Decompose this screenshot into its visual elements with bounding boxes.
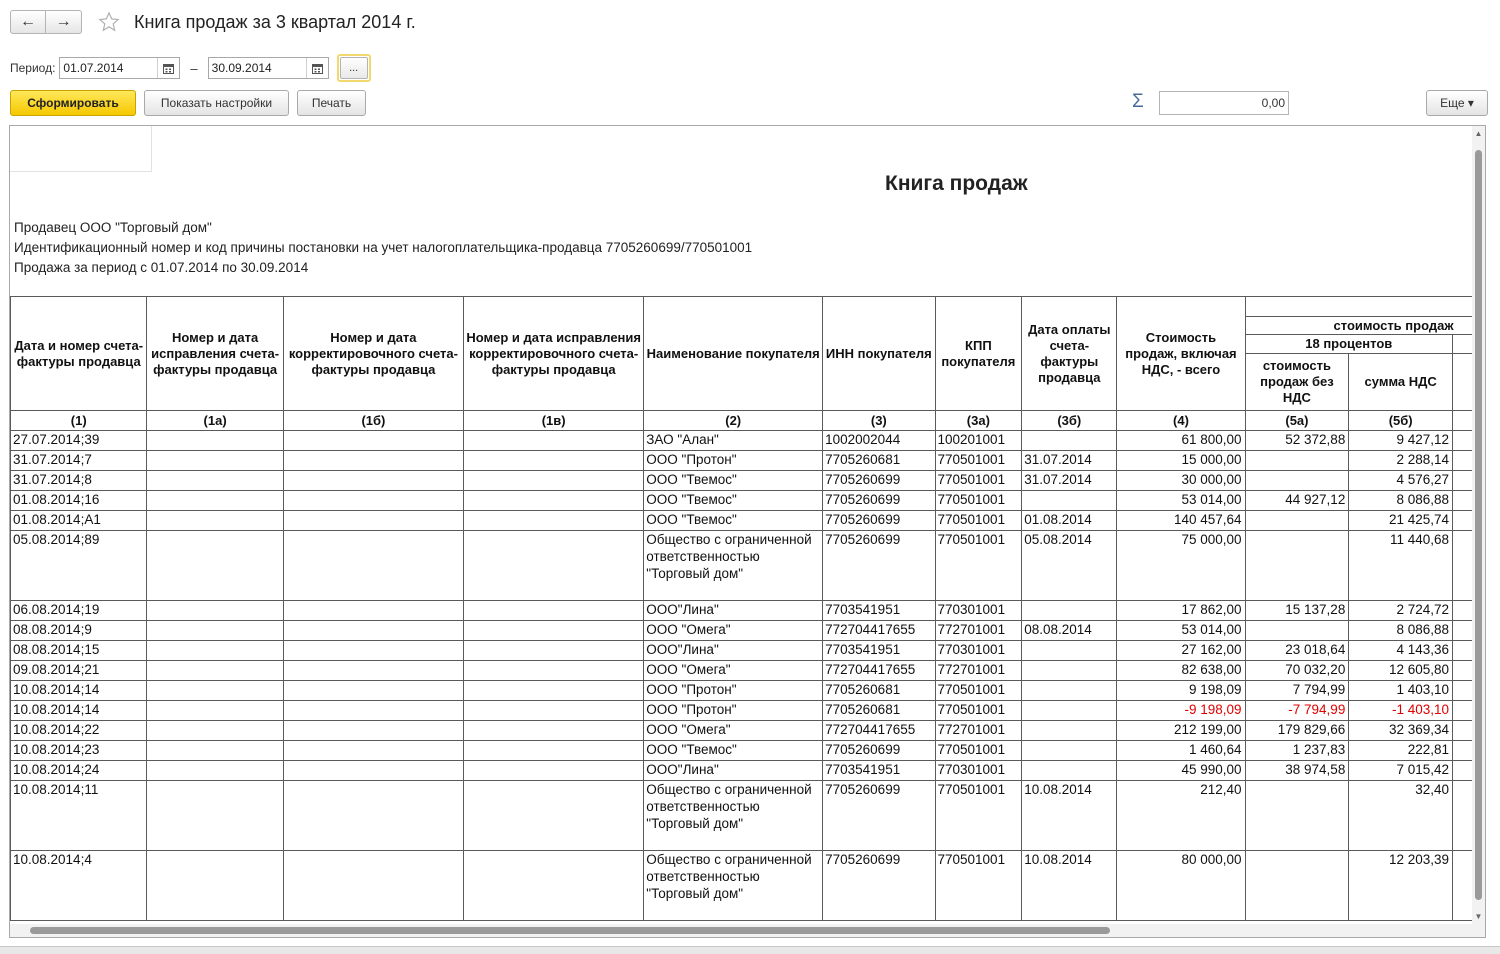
cell-c2[interactable]: ООО"Лина": [644, 761, 823, 781]
cell-empty[interactable]: [147, 511, 283, 531]
cell-empty[interactable]: [464, 781, 644, 851]
cell-empty[interactable]: [464, 621, 644, 641]
cell-c5b[interactable]: 8 086,88: [1349, 621, 1453, 641]
vertical-scroll-thumb[interactable]: [1475, 150, 1482, 900]
cell-c3b[interactable]: [1022, 741, 1117, 761]
status-strip: [0, 946, 1500, 954]
column-number: (5а): [1245, 411, 1349, 431]
cell-c2[interactable]: Общество с ограниченной ответственностью "Торговый дом": [644, 851, 823, 921]
cell-c2[interactable]: ООО "Протон": [644, 681, 823, 701]
cell-c5a[interactable]: [1245, 451, 1349, 471]
cell-c2[interactable]: ООО"Лина": [644, 601, 823, 621]
cell-c5a[interactable]: 23 018,64: [1245, 641, 1349, 661]
cell-empty[interactable]: [283, 491, 463, 511]
back-button[interactable]: [10, 10, 46, 34]
period-dash: –: [190, 60, 198, 76]
cell-empty[interactable]: [464, 661, 644, 681]
cell-c5b[interactable]: 11 440,68: [1349, 531, 1453, 601]
cell-c3a[interactable]: 770501001: [935, 851, 1022, 921]
cell-empty[interactable]: [464, 721, 644, 741]
cell-c3b[interactable]: 10.08.2014: [1022, 781, 1117, 851]
header-c2: Наименование покупателя: [644, 297, 823, 411]
period-select-label: ...: [340, 57, 368, 79]
scroll-up-icon[interactable]: ▲: [1474, 129, 1483, 138]
cell-empty[interactable]: [464, 451, 644, 471]
cell-empty[interactable]: [147, 531, 283, 601]
cell-c5a[interactable]: [1245, 851, 1349, 921]
cell-c1[interactable]: 27.07.2014;39: [11, 431, 147, 451]
cell-c2[interactable]: Общество с ограниченной ответственностью "Торговый дом": [644, 781, 823, 851]
cell-c4[interactable]: 9 198,09: [1117, 681, 1245, 701]
cell-c4[interactable]: 15 000,00: [1117, 451, 1245, 471]
cell-c1[interactable]: 10.08.2014;14: [11, 681, 147, 701]
cell-c3b[interactable]: 05.08.2014: [1022, 531, 1117, 601]
cell-empty[interactable]: [147, 701, 283, 721]
cell-c4[interactable]: 75 000,00: [1117, 531, 1245, 601]
cell-c3[interactable]: 7703541951: [823, 641, 935, 661]
cell-empty[interactable]: [283, 761, 463, 781]
cell-c5b[interactable]: 1 403,10: [1349, 681, 1453, 701]
cell-empty[interactable]: [147, 851, 283, 921]
vertical-scrollbar[interactable]: [1472, 126, 1485, 937]
logo-cell: [10, 126, 152, 172]
cell-c4[interactable]: 1 460,64: [1117, 741, 1245, 761]
table-row[interactable]: [11, 761, 1473, 781]
period-row: [10, 55, 371, 81]
cell-c3a[interactable]: 100201001: [935, 431, 1022, 451]
cell-c5a[interactable]: 15 137,28: [1245, 601, 1349, 621]
cell-c5b[interactable]: 12 203,39: [1349, 851, 1453, 921]
cell-empty[interactable]: [464, 761, 644, 781]
cell-empty[interactable]: [283, 641, 463, 661]
column-number: (2): [644, 411, 823, 431]
cell-c3[interactable]: 7705260699: [823, 471, 935, 491]
cell-c4[interactable]: 45 990,00: [1117, 761, 1245, 781]
cell-empty[interactable]: [283, 431, 463, 451]
cell-c3b[interactable]: [1022, 761, 1117, 781]
cell-c3b[interactable]: 31.07.2014: [1022, 451, 1117, 471]
cell-c3[interactable]: 7705260699: [823, 511, 935, 531]
cell-empty[interactable]: [147, 761, 283, 781]
cell-c3a[interactable]: 770301001: [935, 641, 1022, 661]
table-row[interactable]: [11, 431, 1473, 451]
header-c3a: КПП покупателя: [935, 297, 1022, 411]
cell-c3a[interactable]: 772701001: [935, 721, 1022, 741]
header-c3: ИНН покупателя: [823, 297, 935, 411]
cell-c3a[interactable]: 770501001: [935, 471, 1022, 491]
cell-c1[interactable]: 31.07.2014;8: [11, 471, 147, 491]
more-button[interactable]: Еще ▾: [1426, 90, 1488, 116]
cell-c3b[interactable]: [1022, 681, 1117, 701]
cell-empty[interactable]: [283, 701, 463, 721]
table-row[interactable]: [11, 491, 1473, 511]
cell-empty[interactable]: [283, 851, 463, 921]
cell-c2[interactable]: ООО"Лина": [644, 641, 823, 661]
table-row[interactable]: [11, 621, 1473, 641]
cell-c4[interactable]: 140 457,64: [1117, 511, 1245, 531]
column-number: (1а): [147, 411, 283, 431]
cell-empty[interactable]: [147, 491, 283, 511]
cell-c3a[interactable]: 770501001: [935, 531, 1022, 601]
seller-line: Продавец ООО "Торговый дом": [14, 220, 212, 235]
table-row[interactable]: [11, 641, 1473, 661]
cell-c1[interactable]: 01.08.2014;А1: [11, 511, 147, 531]
sum-field[interactable]: 0,00: [1159, 91, 1289, 115]
cell-empty[interactable]: [147, 601, 283, 621]
cell-empty[interactable]: [464, 701, 644, 721]
cell-c2[interactable]: ООО "Твемос": [644, 741, 823, 761]
table-row[interactable]: [11, 451, 1473, 471]
arrow-right-icon: →: [55, 13, 72, 30]
cell-c5a[interactable]: 179 829,66: [1245, 721, 1349, 741]
cell-c5a[interactable]: -7 794,99: [1245, 701, 1349, 721]
cell-c2[interactable]: ООО "Твемос": [644, 471, 823, 491]
cell-empty[interactable]: [464, 471, 644, 491]
cell-c1[interactable]: 10.08.2014;23: [11, 741, 147, 761]
cell-c3[interactable]: 7705260699: [823, 491, 935, 511]
cell-c5a[interactable]: [1245, 531, 1349, 601]
period-to-field[interactable]: [208, 57, 329, 79]
cell-c1[interactable]: 08.08.2014;9: [11, 621, 147, 641]
favorite-star-icon[interactable]: [98, 11, 120, 33]
cell-c1[interactable]: 01.08.2014;16: [11, 491, 147, 511]
cell-c4[interactable]: 61 800,00: [1117, 431, 1245, 451]
cell-c4[interactable]: 82 638,00: [1117, 661, 1245, 681]
cell-empty[interactable]: [464, 531, 644, 601]
table-row[interactable]: [11, 601, 1473, 621]
cell-c1[interactable]: 31.07.2014;7: [11, 451, 147, 471]
cell-c1[interactable]: 06.08.2014;19: [11, 601, 147, 621]
cell-c5a[interactable]: [1245, 471, 1349, 491]
period-select-button[interactable]: [337, 54, 371, 82]
table-row[interactable]: [11, 701, 1473, 721]
cell-c5b[interactable]: 32,40: [1349, 781, 1453, 851]
cell-c3[interactable]: 7705260699: [823, 741, 935, 761]
table-row[interactable]: [11, 511, 1473, 531]
column-number-row: [11, 411, 1473, 431]
table-row[interactable]: [11, 471, 1473, 491]
cell-c3[interactable]: 7705260681: [823, 701, 935, 721]
header-group: стоимость продаж: [1245, 317, 1472, 335]
cell-empty[interactable]: [147, 781, 283, 851]
cell-c5b[interactable]: 7 015,42: [1349, 761, 1453, 781]
cell-c5a[interactable]: [1245, 511, 1349, 531]
cell-empty[interactable]: [147, 431, 283, 451]
sigma-icon: Σ: [1132, 91, 1144, 112]
cell-empty[interactable]: [283, 531, 463, 601]
toolbar: [10, 90, 1488, 116]
cell-c5a[interactable]: 70 032,20: [1245, 661, 1349, 681]
cell-c3b[interactable]: [1022, 431, 1117, 451]
cell-c3b[interactable]: [1022, 491, 1117, 511]
sales-table: [10, 296, 1473, 921]
cell-c3a[interactable]: 770501001: [935, 701, 1022, 721]
generate-button[interactable]: Сформировать: [10, 90, 136, 116]
cell-c3b[interactable]: [1022, 661, 1117, 681]
cell-c2[interactable]: ЗАО "Алан": [644, 431, 823, 451]
cell-c3[interactable]: 7703541951: [823, 601, 935, 621]
cell-c3b[interactable]: [1022, 701, 1117, 721]
cell-c4[interactable]: -9 198,09: [1117, 701, 1245, 721]
print-button[interactable]: Печать: [297, 90, 366, 116]
header-18: 18 процентов: [1245, 335, 1452, 354]
table-row[interactable]: [11, 531, 1473, 601]
cell-empty[interactable]: [283, 601, 463, 621]
cell-empty[interactable]: [283, 621, 463, 641]
cell-c5a[interactable]: 44 927,12: [1245, 491, 1349, 511]
title-bar: [10, 8, 416, 36]
cell-empty[interactable]: [283, 451, 463, 471]
cell-c5a[interactable]: [1245, 621, 1349, 641]
cell-c1[interactable]: 09.08.2014;21: [11, 661, 147, 681]
table-row[interactable]: [11, 681, 1473, 701]
column-number: (1б): [283, 411, 463, 431]
cell-c1[interactable]: 05.08.2014;89: [11, 531, 147, 601]
cell-c5b[interactable]: 2 288,14: [1349, 451, 1453, 471]
horizontal-scroll-thumb[interactable]: [30, 927, 1110, 934]
cell-empty[interactable]: [464, 601, 644, 621]
cell-empty[interactable]: [283, 781, 463, 851]
cell-c3[interactable]: 7703541951: [823, 761, 935, 781]
calendar-icon[interactable]: [306, 58, 328, 78]
table-row[interactable]: [11, 781, 1473, 851]
cell-c3[interactable]: 772704417655: [823, 621, 935, 641]
horizontal-scrollbar[interactable]: [10, 924, 1473, 937]
arrow-left-icon: ←: [20, 13, 36, 30]
header-c3b: Дата оплаты счета-фактуры продавца: [1022, 297, 1117, 411]
cell-c1[interactable]: 08.08.2014;15: [11, 641, 147, 661]
cell-empty[interactable]: [283, 741, 463, 761]
cell-empty[interactable]: [283, 471, 463, 491]
period-to-value[interactable]: 30.09.2014: [211, 61, 272, 75]
column-number: (4): [1117, 411, 1245, 431]
cell-c2[interactable]: ООО "Омега": [644, 661, 823, 681]
cell-empty[interactable]: [464, 431, 644, 451]
column-number: (1): [11, 411, 147, 431]
sales-table-wrap: [10, 296, 1473, 936]
column-number: (1в): [464, 411, 644, 431]
cell-c3b[interactable]: 01.08.2014: [1022, 511, 1117, 531]
cell-c3[interactable]: 1002002044: [823, 431, 935, 451]
cell-c2[interactable]: ООО "Омега": [644, 721, 823, 741]
cell-empty[interactable]: [147, 451, 283, 471]
column-number: (5б): [1349, 411, 1453, 431]
cell-c5b[interactable]: 12 605,80: [1349, 661, 1453, 681]
cell-empty[interactable]: [283, 681, 463, 701]
cell-c5b[interactable]: 4 576,27: [1349, 471, 1453, 491]
cell-c5a[interactable]: [1245, 781, 1349, 851]
header-c1a: Номер и дата исправления счета-фактуры продавца: [147, 297, 283, 411]
cell-c5a[interactable]: 7 794,99: [1245, 681, 1349, 701]
table-row[interactable]: [11, 661, 1473, 681]
header-c1v: Номер и дата исправления корректировочного счета-фактуры продавца: [464, 297, 644, 411]
cell-c2[interactable]: ООО "Твемос": [644, 491, 823, 511]
cell-c4[interactable]: 53 014,00: [1117, 621, 1245, 641]
cell-c3[interactable]: 7705260699: [823, 781, 935, 851]
cell-empty[interactable]: [464, 641, 644, 661]
cell-c1[interactable]: 10.08.2014;24: [11, 761, 147, 781]
cell-c3[interactable]: 772704417655: [823, 721, 935, 741]
header-c5b: сумма НДС: [1349, 354, 1453, 411]
period-label: Период:: [10, 61, 56, 75]
cell-c3a[interactable]: 772701001: [935, 621, 1022, 641]
cell-c3a[interactable]: 770501001: [935, 741, 1022, 761]
cell-empty[interactable]: [283, 661, 463, 681]
cell-c1[interactable]: 10.08.2014;11: [11, 781, 147, 851]
table-row[interactable]: [11, 721, 1473, 741]
cell-empty[interactable]: [147, 721, 283, 741]
cell-c2[interactable]: ООО "Протон": [644, 701, 823, 721]
cell-c3a[interactable]: 772701001: [935, 661, 1022, 681]
cell-c5b[interactable]: 2 724,72: [1349, 601, 1453, 621]
scroll-down-icon[interactable]: ▼: [1474, 912, 1483, 921]
period-from-value[interactable]: 01.07.2014: [63, 61, 124, 75]
cell-c2[interactable]: ООО "Твемос": [644, 511, 823, 531]
cell-c3[interactable]: 7705260681: [823, 451, 935, 471]
cell-c3[interactable]: 7705260681: [823, 681, 935, 701]
cell-c4[interactable]: 212,40: [1117, 781, 1245, 851]
cell-c3b[interactable]: [1022, 641, 1117, 661]
period-line: Продажа за период с 01.07.2014 по 30.09.2014: [14, 260, 309, 275]
cell-c1[interactable]: 10.08.2014;14: [11, 701, 147, 721]
cell-empty[interactable]: [147, 641, 283, 661]
cell-c4[interactable]: 27 162,00: [1117, 641, 1245, 661]
cell-c5a[interactable]: 38 974,58: [1245, 761, 1349, 781]
header-c1b: Номер и дата корректировочного счета-фактуры продавца: [283, 297, 463, 411]
show-settings-button[interactable]: Показать настройки: [144, 90, 289, 116]
report-title: Книга продаж: [885, 172, 1028, 195]
cell-c3[interactable]: 772704417655: [823, 661, 935, 681]
cell-c3a[interactable]: 770301001: [935, 601, 1022, 621]
cell-empty[interactable]: [283, 511, 463, 531]
cell-c5b[interactable]: 8 086,88: [1349, 491, 1453, 511]
cell-c3a[interactable]: 770501001: [935, 681, 1022, 701]
cell-c3a[interactable]: 770501001: [935, 781, 1022, 851]
cell-c3b[interactable]: [1022, 601, 1117, 621]
table-row[interactable]: [11, 741, 1473, 761]
forward-button[interactable]: [46, 10, 82, 34]
cell-c3b[interactable]: 10.08.2014: [1022, 851, 1117, 921]
cell-c2[interactable]: ООО "Протон": [644, 451, 823, 471]
cell-c1[interactable]: 10.08.2014;22: [11, 721, 147, 741]
cell-c5b[interactable]: 9 427,12: [1349, 431, 1453, 451]
report-sheet[interactable]: [9, 125, 1486, 938]
cell-empty[interactable]: [464, 681, 644, 701]
cell-empty[interactable]: [283, 721, 463, 741]
cell-c3[interactable]: 7705260699: [823, 851, 935, 921]
period-from-field[interactable]: [59, 57, 180, 79]
inn-line: Идентификационный номер и код причины постановки на учет налогоплательщика-продавца 7705260699/770501001: [14, 240, 753, 255]
column-number: (3б): [1022, 411, 1117, 431]
header-c4: Стоимость продаж, включая НДС, - всего: [1117, 297, 1245, 411]
cell-c3b[interactable]: 08.08.2014: [1022, 621, 1117, 641]
cell-empty[interactable]: [464, 511, 644, 531]
cell-empty[interactable]: [147, 471, 283, 491]
cell-c5a[interactable]: 52 372,88: [1245, 431, 1349, 451]
header-c5a: стоимость продаж без НДС: [1245, 354, 1349, 411]
window-title: Книга продаж за 3 квартал 2014 г.: [134, 11, 416, 32]
cell-c5b[interactable]: -1 403,10: [1349, 701, 1453, 721]
cell-c2[interactable]: Общество с ограниченной ответственностью "Торговый дом": [644, 531, 823, 601]
table-row[interactable]: [11, 851, 1473, 921]
cell-empty[interactable]: [147, 661, 283, 681]
cell-c2[interactable]: ООО "Омега": [644, 621, 823, 641]
column-number: (3): [823, 411, 935, 431]
cell-c4[interactable]: 53 014,00: [1117, 491, 1245, 511]
cell-c5a[interactable]: 1 237,83: [1245, 741, 1349, 761]
cell-c3a[interactable]: 770501001: [935, 511, 1022, 531]
cell-empty[interactable]: [464, 851, 644, 921]
cell-c3b[interactable]: [1022, 721, 1117, 741]
cell-c4[interactable]: 212 199,00: [1117, 721, 1245, 741]
cell-c5b[interactable]: 32 369,34: [1349, 721, 1453, 741]
cell-empty[interactable]: [147, 621, 283, 641]
cell-c1[interactable]: 10.08.2014;4: [11, 851, 147, 921]
cell-empty[interactable]: [464, 741, 644, 761]
cell-empty[interactable]: [147, 741, 283, 761]
cell-empty[interactable]: [147, 681, 283, 701]
cell-c4[interactable]: 30 000,00: [1117, 471, 1245, 491]
cell-c4[interactable]: 80 000,00: [1117, 851, 1245, 921]
cell-c5b[interactable]: 222,81: [1349, 741, 1453, 761]
cell-c3b[interactable]: 31.07.2014: [1022, 471, 1117, 491]
cell-c5b[interactable]: 21 425,74: [1349, 511, 1453, 531]
column-number: (3а): [935, 411, 1022, 431]
cell-c3a[interactable]: 770301001: [935, 761, 1022, 781]
header-c1: Дата и номер счета-фактуры продавца: [11, 297, 147, 411]
cell-empty[interactable]: [464, 491, 644, 511]
cell-c3[interactable]: 7705260699: [823, 531, 935, 601]
cell-c3a[interactable]: 770501001: [935, 491, 1022, 511]
calendar-icon[interactable]: [157, 58, 179, 78]
sales-table-body: [11, 431, 1473, 921]
cell-c5b[interactable]: 4 143,36: [1349, 641, 1453, 661]
cell-c3a[interactable]: 770501001: [935, 451, 1022, 471]
cell-c4[interactable]: 17 862,00: [1117, 601, 1245, 621]
